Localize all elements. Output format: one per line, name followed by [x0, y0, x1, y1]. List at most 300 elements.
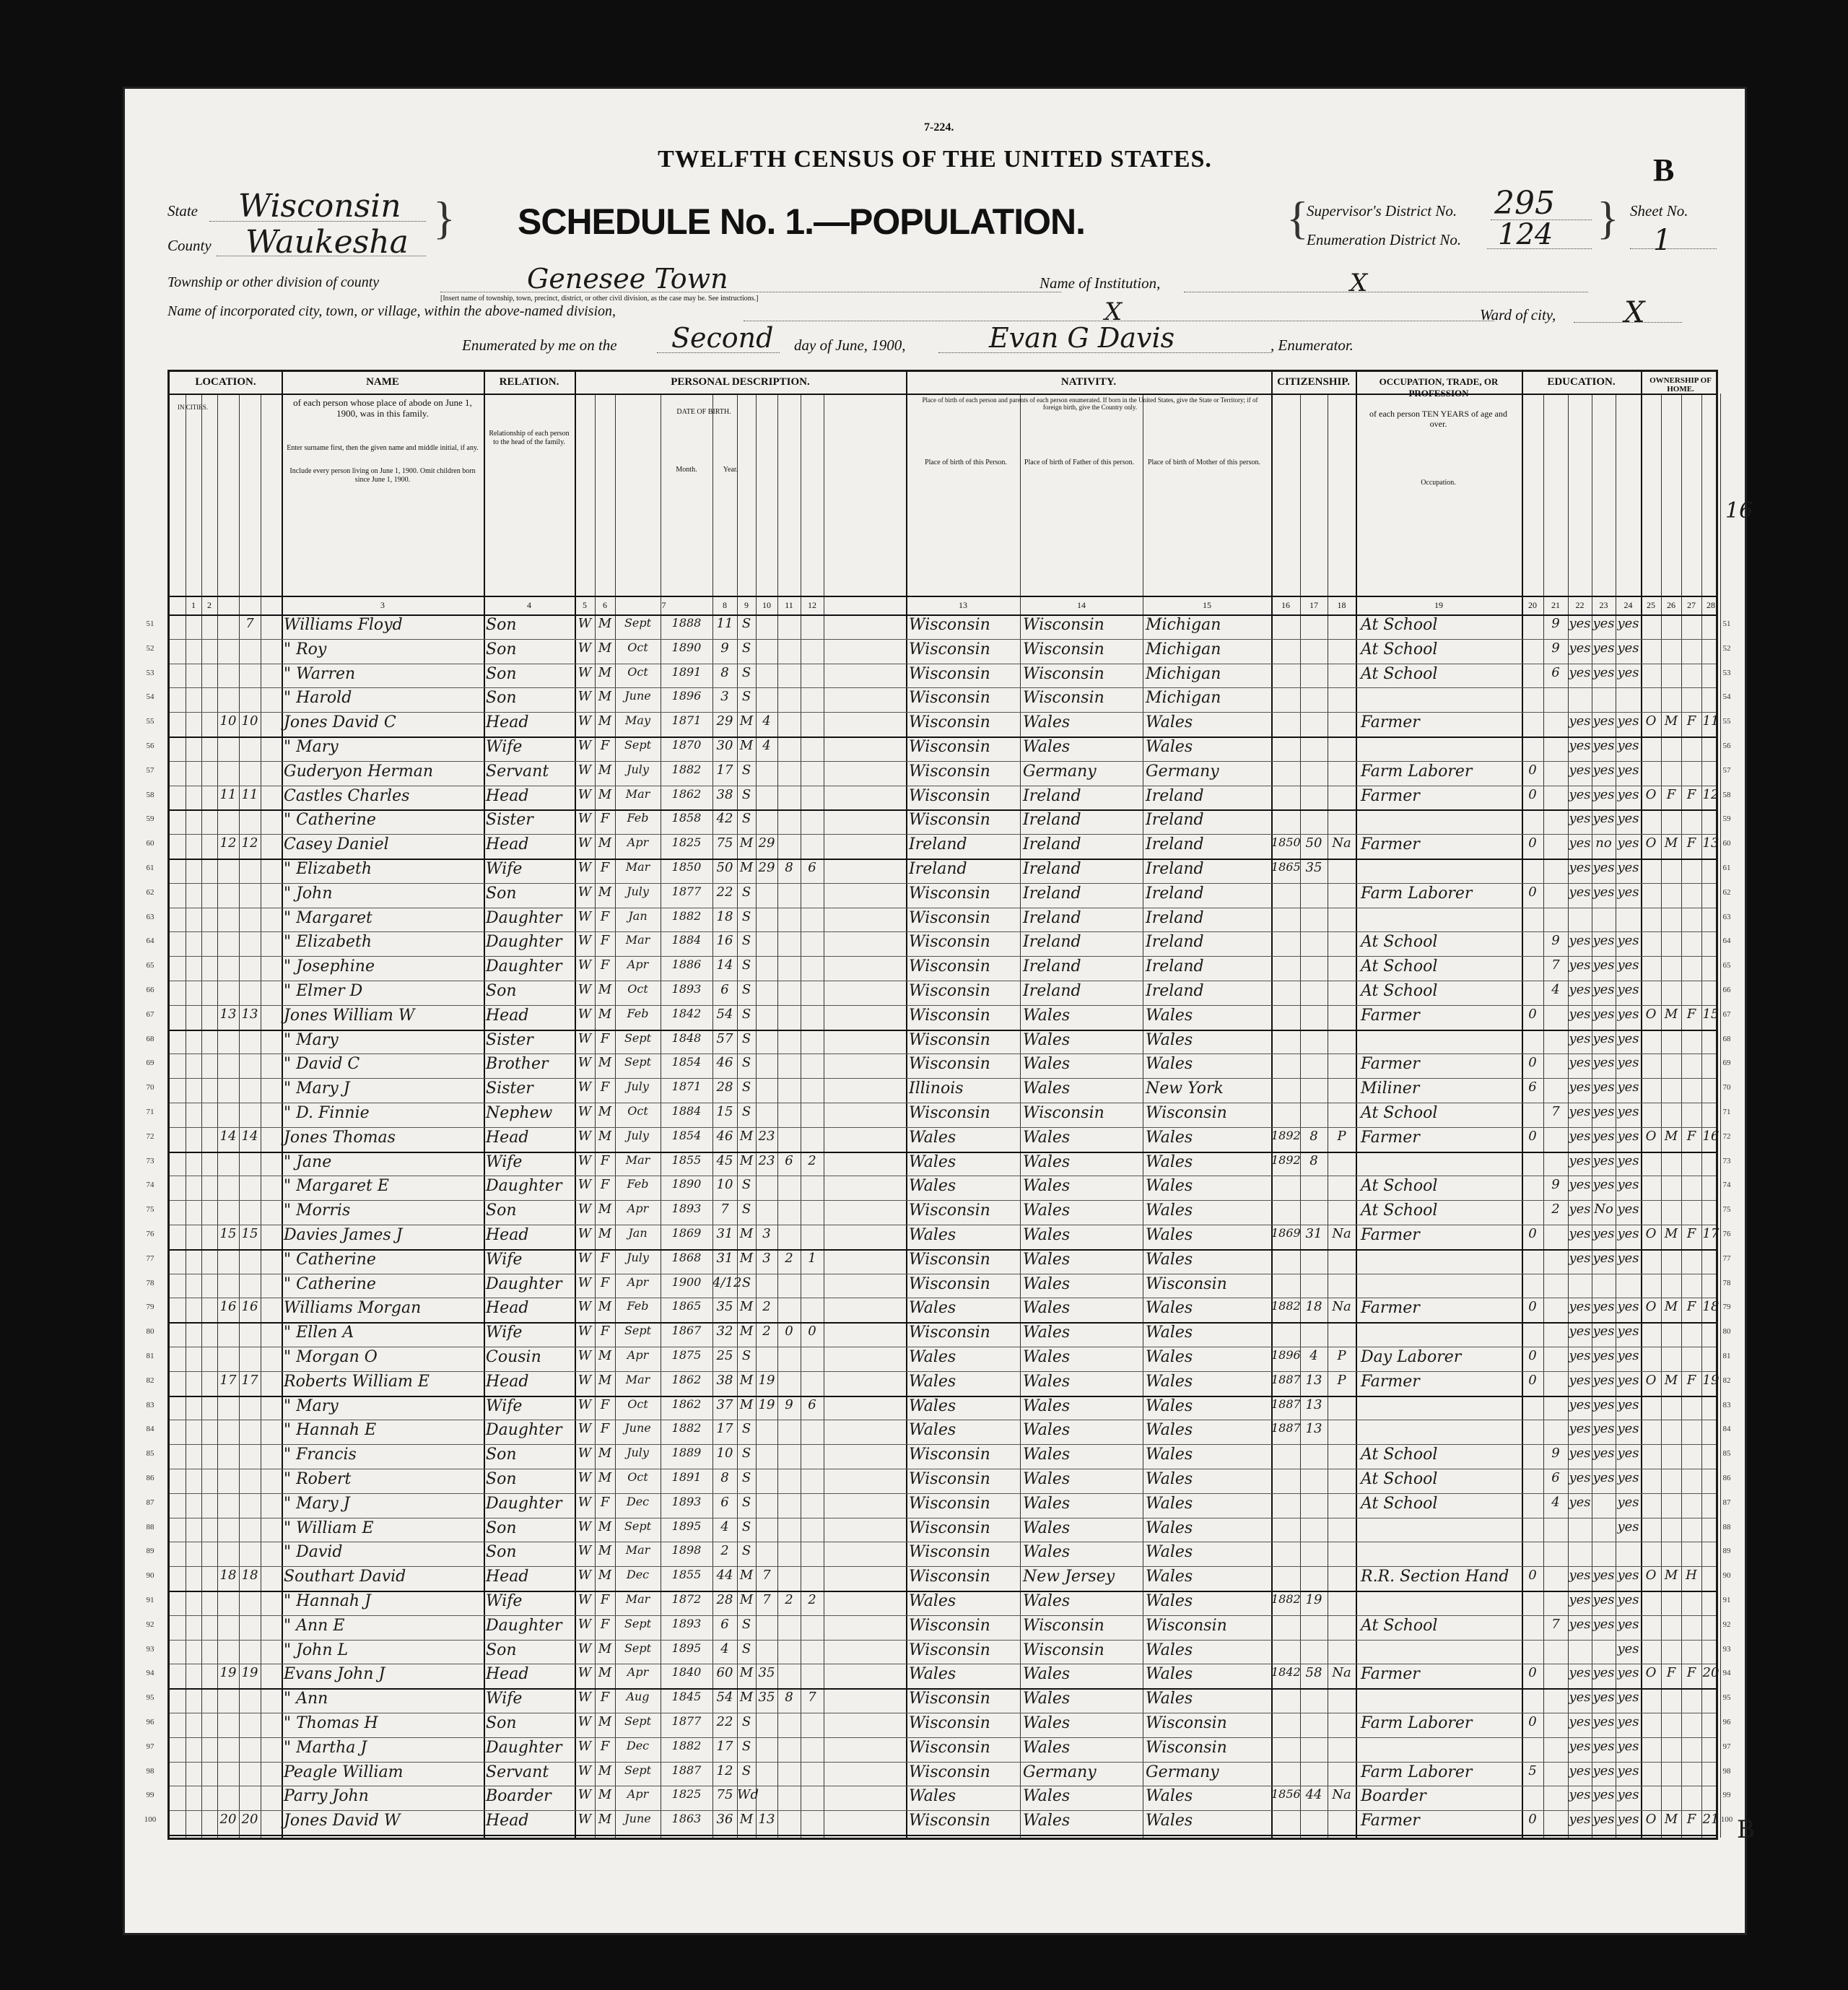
cell-read: yes [1569, 1812, 1591, 1828]
cell-month: Dec [626, 1568, 650, 1582]
column-number: 1 [191, 600, 196, 610]
cell-age: 22 [716, 884, 733, 900]
cell-write: yes [1592, 1396, 1615, 1412]
cell-write: yes [1592, 1665, 1615, 1681]
cell-rel: Wife [486, 860, 523, 878]
cell-color: W [578, 1568, 592, 1583]
cell-pob: Wisconsin [909, 713, 990, 732]
cell-mort: F [1666, 786, 1676, 802]
cell-nat: Na [1332, 835, 1351, 851]
cell-ms: S [741, 1763, 751, 1778]
cell-write: yes [1592, 1324, 1615, 1339]
cell-year: 1854 [671, 1128, 702, 1142]
schedule-title: SCHEDULE No. 1.—POPULATION. [517, 201, 1085, 242]
cell-pob: Wisconsin [909, 1812, 990, 1830]
cell-pobf: Wales [1023, 713, 1071, 732]
cell-occ: At School [1361, 1177, 1438, 1196]
cell-pobm: Wales [1146, 1787, 1193, 1806]
cell-own: O [1645, 1006, 1657, 1022]
cell-month: Jan [628, 1226, 648, 1240]
form-code: 7-224. [924, 121, 954, 134]
cell-write: yes [1592, 616, 1615, 631]
cell-ms: M [739, 1152, 754, 1168]
cell-month: Sept [624, 1324, 652, 1338]
cell-year: 1871 [671, 1079, 702, 1094]
line-number: 91 [146, 1596, 154, 1604]
group-ownership: OWNERSHIP OF HOME. [1649, 376, 1712, 394]
cell-ms: S [741, 957, 751, 973]
cell-pobf: Germany [1023, 762, 1097, 781]
cell-color: W [578, 1714, 592, 1729]
cell-name: Roberts William E [284, 1372, 430, 1391]
cell-yrs: 8 [1309, 1152, 1318, 1168]
cell-year: 1858 [671, 811, 702, 825]
cell-read: yes [1569, 1250, 1591, 1266]
cell-rel: Daughter [486, 1421, 562, 1440]
line-number: 64 [146, 937, 154, 946]
cell-month: Feb [627, 1299, 649, 1313]
column-number: 27 [1687, 600, 1696, 610]
cell-read: yes [1569, 835, 1591, 851]
cell-yrs: 44 [1305, 1787, 1322, 1803]
cell-pobf: Wales [1023, 1470, 1071, 1488]
line-number: 100 [1720, 1815, 1733, 1825]
line-number: 95 [146, 1693, 154, 1703]
cell-eng: yes [1617, 1665, 1639, 1681]
cell-color: W [578, 1250, 592, 1266]
line-number: 66 [146, 986, 154, 994]
line-number: 80 [1722, 1327, 1731, 1337]
line-number: 76 [146, 1230, 154, 1238]
cell-ms: S [741, 1518, 751, 1534]
row-rule [170, 1493, 1716, 1494]
cell-imm: 1887 [1271, 1396, 1301, 1411]
cell-farm: F [1686, 1665, 1696, 1681]
cell-ym: 13 [758, 1812, 775, 1828]
cell-age: 29 [716, 713, 733, 729]
cell-fam: 20 [241, 1812, 258, 1828]
sheet-label: Sheet No. [1630, 202, 1688, 220]
cell-sch: 7 [1551, 1104, 1560, 1119]
cell-mo: 0 [1528, 884, 1537, 900]
corner-letter: B [1653, 152, 1675, 188]
column-number: 18 [1337, 600, 1346, 610]
column-number: 15 [1203, 600, 1211, 610]
cell-yrs: 31 [1305, 1226, 1322, 1241]
cell-month: Apr [627, 835, 649, 850]
cell-sex: F [600, 811, 610, 827]
cell-year: 1896 [671, 689, 702, 703]
cell-name: " Margaret E [284, 1177, 389, 1196]
cell-eng: yes [1617, 786, 1639, 802]
cell-own: O [1645, 1568, 1657, 1583]
line-number: 51 [146, 620, 154, 628]
cell-eng: yes [1617, 1421, 1639, 1437]
cell-write: yes [1592, 1616, 1615, 1632]
cell-age: 9 [720, 640, 729, 656]
line-number: 62 [1722, 887, 1731, 897]
cell-ms: S [741, 1494, 751, 1510]
cell-ms: M [739, 1812, 754, 1828]
cell-own: O [1645, 835, 1657, 851]
cell-pobm: Michigan [1146, 616, 1221, 634]
cell-pobm: Wales [1146, 1494, 1193, 1513]
cell-ym: 19 [758, 1396, 775, 1412]
header-name-instr2: Include every person living on June 1, 1900. Omit children born since June 1, 1900. [289, 467, 476, 484]
cell-occ: At School [1361, 933, 1438, 952]
cell-ym: 3 [762, 1250, 771, 1266]
cell-eng: yes [1617, 1226, 1639, 1241]
cell-year: 1877 [671, 1714, 702, 1728]
group-name: NAME [366, 376, 399, 388]
cell-month: Oct [627, 1396, 648, 1411]
line-number: 55 [146, 717, 154, 726]
cell-age: 42 [716, 811, 733, 827]
cell-rel: Son [486, 982, 517, 1000]
line-number: 53 [146, 668, 154, 677]
cell-imm: 1856 [1271, 1787, 1301, 1802]
cell-color: W [578, 1104, 592, 1119]
cell-eng: yes [1617, 1738, 1639, 1754]
cell-name: Jones David C [284, 713, 396, 732]
cell-age: 3 [720, 689, 729, 705]
township-note: [Insert name of township, town, precinct, district, or other civil division, as the case may be. See instructions.] [440, 295, 759, 303]
cell-eng: yes [1617, 1104, 1639, 1119]
line-number: 82 [146, 1376, 154, 1385]
cell-pob: Wisconsin [909, 1690, 990, 1708]
cell-farm: F [1686, 1006, 1696, 1022]
line-number: 70 [1722, 1083, 1731, 1092]
cell-month: Sept [624, 1641, 652, 1655]
enumeration-label: Enumeration District No. [1307, 231, 1462, 248]
city-label: Name of incorporated city, town, or village, within the above-named division, [167, 303, 616, 319]
cell-pobf: Ireland [1023, 786, 1081, 805]
cell-read: yes [1569, 1055, 1591, 1071]
cell-write: yes [1592, 1446, 1615, 1461]
cell-sex: F [600, 1250, 610, 1266]
cell-rel: Son [486, 664, 517, 683]
cell-pobm: Michigan [1146, 689, 1221, 708]
cell-year: 1870 [671, 738, 702, 752]
cell-sched: 11 [1702, 713, 1720, 729]
cell-name: " Catherine [284, 811, 376, 830]
cell-year: 1891 [671, 1470, 702, 1484]
cell-year: 1882 [671, 908, 702, 923]
state-label: State [167, 202, 198, 220]
cell-read: yes [1569, 762, 1591, 778]
cell-ms: S [741, 933, 751, 949]
column-number: 10 [762, 600, 771, 610]
cell-age: 44 [716, 1568, 733, 1583]
cell-eng: yes [1617, 1396, 1639, 1412]
cell-pob: Wisconsin [909, 1763, 990, 1781]
column-number: 17 [1309, 600, 1318, 610]
line-number: 87 [146, 1498, 154, 1507]
column-number: 11 [785, 600, 793, 610]
cell-month: Mar [625, 1372, 650, 1386]
cell-rel: Son [486, 1543, 517, 1562]
cell-read: yes [1569, 616, 1591, 631]
cell-mc: 6 [785, 1152, 793, 1168]
cell-pobm: Wales [1146, 1006, 1193, 1025]
line-number: 72 [146, 1131, 154, 1141]
cell-read: yes [1569, 957, 1591, 973]
cell-sex: F [600, 860, 610, 875]
cell-name: Davies James J [284, 1226, 403, 1244]
cell-pob: Wales [909, 1421, 956, 1440]
cell-eng: yes [1617, 1568, 1639, 1583]
cell-pobf: Wales [1023, 1128, 1071, 1147]
cell-nat: Na [1332, 1665, 1351, 1681]
column-number: 9 [744, 600, 749, 610]
cell-name: " Francis [284, 1446, 357, 1464]
cell-pobf: Wisconsin [1023, 1616, 1104, 1635]
cell-cl: 6 [808, 860, 816, 875]
cell-mo: 0 [1528, 1299, 1537, 1315]
row-rule [170, 1762, 1716, 1763]
cell-eng: yes [1617, 1616, 1639, 1632]
enumerator-name: Evan G Davis [989, 322, 1175, 354]
cell-pob: Wisconsin [909, 933, 990, 952]
cell-pobf: Ireland [1023, 884, 1081, 903]
cell-pobf: Ireland [1023, 835, 1081, 854]
line-number: 88 [1722, 1522, 1731, 1531]
cell-write: yes [1592, 1128, 1615, 1144]
cell-year: 1862 [671, 1372, 702, 1386]
line-number: 93 [146, 1644, 154, 1654]
cell-dw: 14 [219, 1128, 237, 1144]
cell-pob: Wisconsin [909, 1250, 990, 1269]
cell-pobm: Michigan [1146, 664, 1221, 683]
cell-month: June [624, 1421, 651, 1435]
cell-read: yes [1569, 1616, 1591, 1632]
cell-write: No [1594, 1202, 1613, 1217]
cell-year: 1869 [671, 1226, 702, 1240]
cell-pobf: Ireland [1023, 908, 1081, 927]
cell-eng: yes [1617, 982, 1639, 997]
cell-color: W [578, 1055, 592, 1071]
cell-month: Oct [627, 982, 648, 996]
cell-mc: 8 [785, 860, 793, 875]
cell-name: Evans John J [284, 1665, 385, 1684]
cell-name: " Harold [284, 689, 352, 708]
line-number: 84 [146, 1425, 154, 1434]
cell-ms: S [741, 982, 751, 997]
cell-year: 1889 [671, 1446, 702, 1460]
cell-rel: Head [486, 713, 529, 732]
line-number: 88 [146, 1522, 154, 1531]
cell-month: Mar [625, 1592, 650, 1606]
cell-dw: 13 [219, 1006, 237, 1022]
cell-read: yes [1569, 1202, 1591, 1217]
column-number: 24 [1623, 600, 1633, 610]
cell-name: " Josephine [284, 957, 375, 976]
cell-write: yes [1592, 1250, 1615, 1266]
cell-age: 28 [716, 1079, 733, 1095]
cell-eng: yes [1617, 1079, 1639, 1095]
cell-pobf: Wales [1023, 1665, 1071, 1684]
cell-color: W [578, 689, 592, 705]
cell-color: W [578, 1030, 592, 1046]
cell-ms: M [739, 713, 754, 729]
line-number: 94 [146, 1669, 154, 1678]
cell-ms: S [741, 640, 751, 656]
cell-pobf: Wisconsin [1023, 664, 1104, 683]
cell-month: July [627, 884, 649, 898]
cell-cl: 2 [808, 1152, 816, 1168]
cell-read: yes [1569, 1568, 1591, 1583]
cell-pobf: Wisconsin [1023, 689, 1104, 708]
cell-month: Sept [624, 1518, 652, 1533]
cell-write: yes [1592, 786, 1615, 802]
cell-eng: yes [1617, 1690, 1639, 1706]
cell-pobm: Wisconsin [1146, 1616, 1227, 1635]
cell-sex: M [598, 1714, 612, 1729]
cell-write: yes [1592, 1738, 1615, 1754]
header-pob-father: Place of birth of Father of this person. [1024, 459, 1135, 466]
column-number: 26 [1667, 600, 1675, 610]
cell-mc: 2 [785, 1592, 793, 1607]
cell-write: yes [1592, 1470, 1615, 1485]
cell-read: yes [1569, 860, 1591, 875]
cell-farm: F [1686, 1226, 1696, 1241]
cell-name: Williams Floyd [284, 616, 403, 634]
row-rule [170, 761, 1716, 762]
cell-eng: yes [1617, 664, 1639, 680]
line-number: 57 [1722, 765, 1731, 775]
line-number: 73 [1722, 1156, 1731, 1165]
cell-year: 1868 [671, 1250, 702, 1264]
cell-color: W [578, 1421, 592, 1437]
cell-color: W [578, 1396, 592, 1412]
header-brace-right-close: } [1597, 192, 1619, 243]
group-education: EDUCATION. [1547, 376, 1616, 388]
cell-pob: Wisconsin [909, 908, 990, 927]
cell-rel: Daughter [486, 1274, 562, 1293]
cell-age: 36 [716, 1812, 733, 1828]
cell-rel: Daughter [486, 957, 562, 976]
cell-read: yes [1569, 1348, 1591, 1363]
cell-fam: 19 [241, 1665, 258, 1681]
cell-year: 1825 [671, 1787, 702, 1802]
cell-farm: F [1686, 1812, 1696, 1828]
cell-mort: M [1664, 835, 1678, 851]
cell-eng: yes [1617, 1714, 1639, 1729]
line-number: 74 [1722, 1181, 1731, 1190]
cell-sex: M [598, 982, 612, 997]
header-dob: DATE OF BIRTH. [676, 408, 731, 416]
cell-dw: 12 [219, 835, 237, 851]
cell-name: " Morris [284, 1202, 351, 1220]
cell-write: yes [1592, 982, 1615, 997]
cell-color: W [578, 664, 592, 680]
cell-write: yes [1592, 1592, 1615, 1607]
cell-mc: 2 [785, 1250, 793, 1266]
cell-year: 1891 [671, 664, 702, 679]
cell-month: Mar [625, 1152, 650, 1167]
cell-color: W [578, 1006, 592, 1022]
header-nativity-desc: Place of birth of each person and parents of each person enumerated. If born in the United States, give the State or Territory; if of foreign birth, give the Country only. [922, 396, 1258, 412]
county-value: Waukesha [245, 224, 409, 261]
cell-year: 1877 [671, 884, 702, 898]
cell-imm: 1892 [1271, 1128, 1301, 1142]
sheet-value: 1 [1653, 224, 1672, 257]
cell-sex: F [600, 1396, 610, 1412]
line-number: 56 [1722, 742, 1731, 750]
cell-sex: F [600, 1494, 610, 1510]
cell-sch: 4 [1551, 1494, 1560, 1510]
cell-sex: M [598, 1470, 612, 1485]
cell-pobm: Ireland [1146, 786, 1204, 805]
cell-fam: 15 [241, 1226, 258, 1241]
cell-nat: Na [1332, 1787, 1351, 1803]
bottom-margin-letter: B [1737, 1815, 1755, 1844]
cell-color: W [578, 1202, 592, 1217]
cell-occ: Farmer [1361, 713, 1420, 732]
line-number: 74 [146, 1181, 154, 1190]
cell-pobm: Wales [1146, 1055, 1193, 1074]
cell-yrs: 8 [1309, 1128, 1318, 1144]
page-margin-number: 16 [1725, 498, 1753, 523]
line-number: 80 [146, 1327, 154, 1337]
cell-read: yes [1569, 1396, 1591, 1412]
cell-occ: At School [1361, 1202, 1438, 1220]
cell-occ: Farmer [1361, 1055, 1420, 1074]
cell-month: Dec [626, 1738, 650, 1752]
row-rule [170, 687, 1716, 688]
group-citizenship: CITIZENSHIP. [1277, 376, 1350, 388]
cell-mo: 0 [1528, 1714, 1537, 1729]
cell-pob: Wisconsin [909, 1202, 990, 1220]
line-number: 87 [1722, 1498, 1731, 1507]
cell-month: July [627, 762, 649, 776]
row-rule [170, 1078, 1716, 1079]
cell-name: " Mary [284, 738, 339, 756]
row-rule [170, 834, 1716, 835]
cell-mo: 0 [1528, 1128, 1537, 1144]
cell-occ: At School [1361, 616, 1438, 634]
cell-rel: Head [486, 835, 529, 854]
column-number: 3 [380, 600, 385, 610]
cell-imm: 1842 [1271, 1665, 1301, 1680]
cell-sex: M [598, 1348, 612, 1363]
cell-sex: M [598, 713, 612, 729]
line-number: 64 [1722, 937, 1731, 946]
cell-occ: Day Laborer [1361, 1348, 1462, 1366]
header-pob-person: Place of birth of this Person. [925, 459, 1007, 466]
cell-name: " Mary J [284, 1494, 350, 1513]
line-number: 90 [146, 1571, 154, 1581]
cell-rel: Son [486, 1714, 517, 1732]
cell-name: " Roy [284, 640, 327, 659]
line-number: 90 [1722, 1571, 1731, 1581]
cell-sex: M [598, 1226, 612, 1241]
cell-age: 38 [716, 786, 733, 802]
cell-pobf: Wisconsin [1023, 1641, 1104, 1659]
cell-sex: M [598, 1372, 612, 1388]
cell-color: W [578, 1324, 592, 1339]
cell-own: O [1645, 1299, 1657, 1315]
line-number: 98 [146, 1766, 154, 1776]
cell-month: Aug [626, 1690, 650, 1704]
cell-write: yes [1592, 738, 1615, 753]
cell-rel: Daughter [486, 1494, 562, 1513]
cell-age: 37 [716, 1396, 733, 1412]
cell-nat: P [1337, 1372, 1346, 1388]
cell-pob: Wisconsin [909, 1006, 990, 1025]
cell-write: yes [1592, 1372, 1615, 1388]
line-number: 81 [1722, 1352, 1731, 1360]
